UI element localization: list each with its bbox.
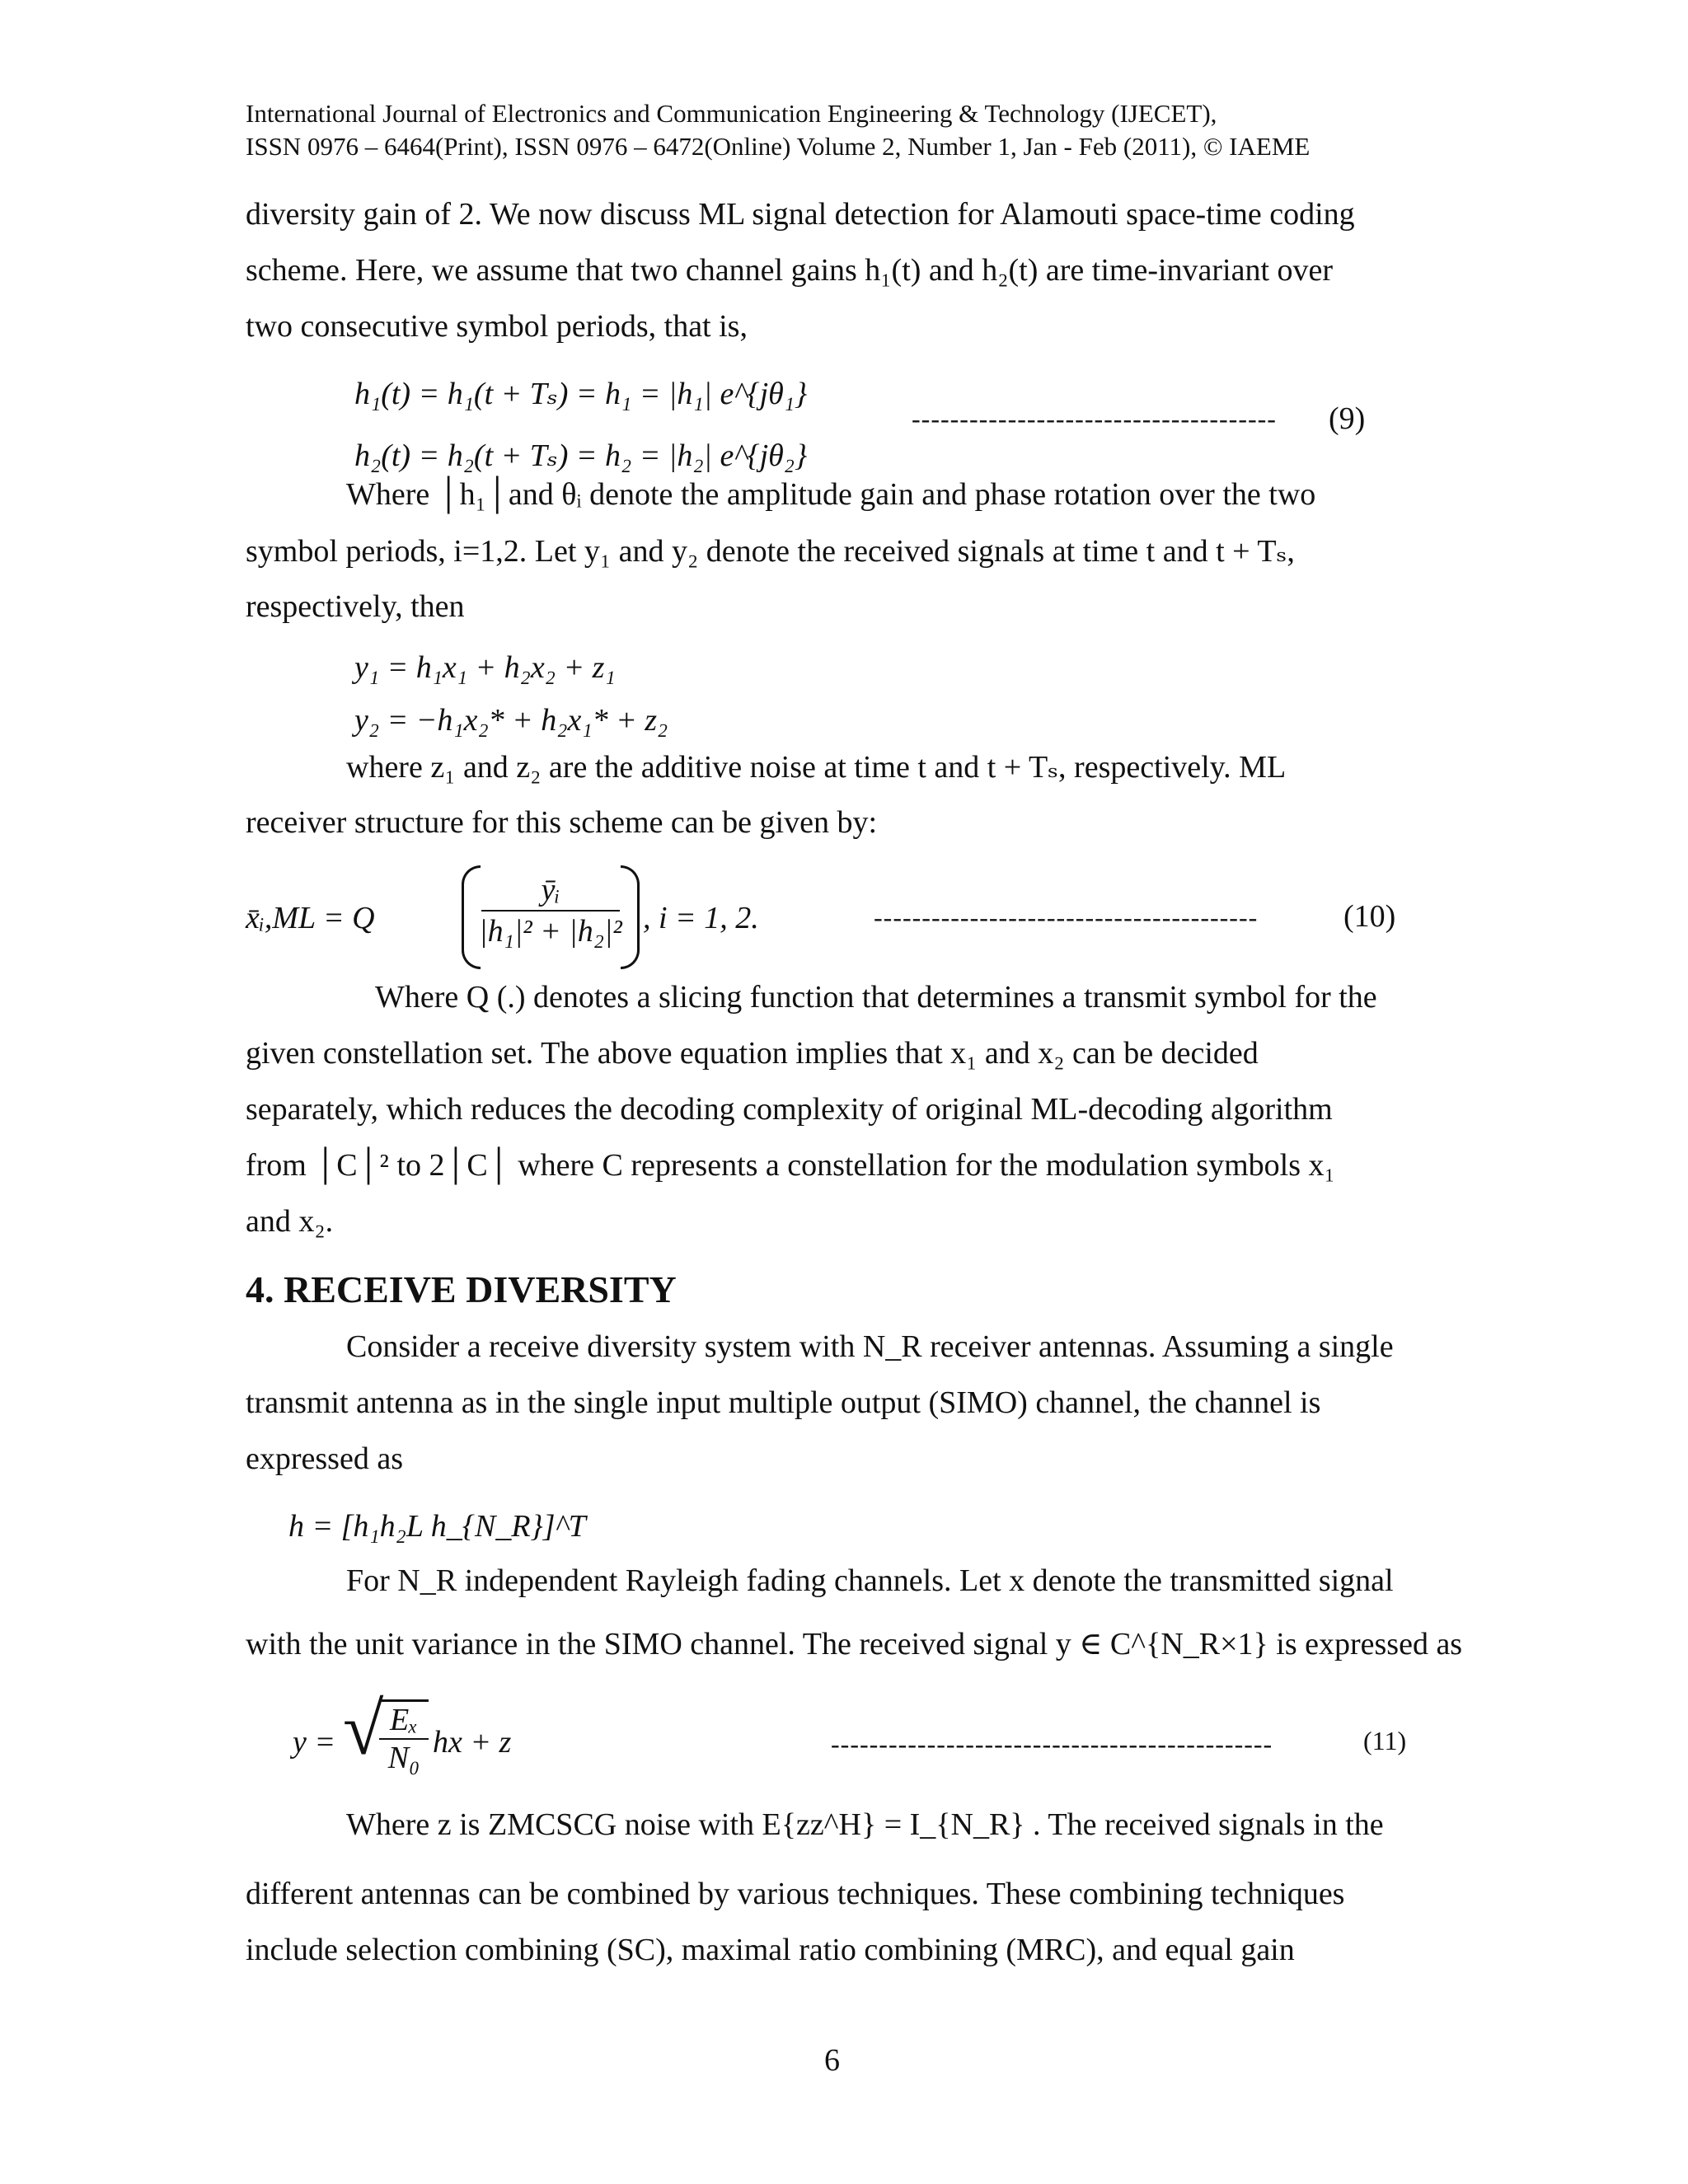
eq-y2: y₂ = −h₁x₂* + h₂x₁* + z₂ (354, 703, 668, 738)
para5-line1: Consider a receive diversity system with N_R receiver antennas. Assuming a single (346, 1329, 1394, 1364)
para4-line1: Where Q (.) denotes a slicing function that determines a transmit symbol for the (375, 980, 1377, 1015)
para7-line1: Where z is ZMCSCG noise with E{zz^H} = I_{N_R} . The received signals in the (346, 1807, 1384, 1842)
para6-line2: with the unit variance in the SIMO channel. The received signal y ∈ C^{N_R×1} is expressed as (246, 1627, 1463, 1661)
section-heading: 4. RECEIVE DIVERSITY (246, 1268, 677, 1310)
eq-h: h = [h₁h₂L h_{N_R}]^T (288, 1509, 586, 1544)
eq9-row2: h₂(t) = h₂(t + Tₛ) = h₂ = |h₂| e^{jθ₂} (354, 438, 808, 473)
eq9-row1: h₁(t) = h₁(t + Tₛ) = h₁ = |h₁| e^{jθ₁} (354, 377, 808, 411)
eq11-numerator: Eₓ (389, 1703, 418, 1737)
para5-line2: transmit antenna as in the single input multiple output (SIMO) channel, the channel is (246, 1385, 1321, 1420)
para6-line1: For N_R independent Rayleigh fading channels. Let x denote the transmitted signal (346, 1563, 1394, 1598)
para4-line5: and x₂. (246, 1204, 334, 1239)
para7-line3: include selection combining (SC), maximal ratio combining (MRC), and equal gain (246, 1933, 1295, 1967)
para1-line3: two consecutive symbol periods, that is, (246, 309, 748, 344)
eq11-sqrt (343, 1689, 429, 1776)
para3-line2: receiver structure for this scheme can be given by: (246, 805, 878, 840)
eq10-dashes: ---------------------------------------- (874, 902, 1259, 932)
eq10-tail: , i = 1, 2. (643, 901, 759, 935)
page-number: 6 (824, 2043, 840, 2078)
para4-line2: given constellation set. The above equation implies that x₁ and x₂ can be decided (246, 1036, 1259, 1071)
eq10-right-paren (621, 865, 640, 969)
para1-line1: diversity gain of 2. We now discuss ML signal detection for Alamouti space-time coding (246, 197, 1355, 232)
para2-line3: respectively, then (246, 589, 465, 624)
eq9-number: (9) (1329, 401, 1366, 436)
eq10-denominator: |h₁|² + |h₂|² (479, 914, 622, 949)
eq11-denominator: N₀ (387, 1741, 420, 1775)
eq11-dashes: ---------------------------------------------- (831, 1729, 1273, 1759)
header-line-1: International Journal of Electronics and Communication Engineering & Technology (IJECET), (246, 99, 1217, 128)
eq9-dashes: -------------------------------------- (912, 404, 1277, 434)
journal-header (246, 97, 1310, 163)
eq10-fraction-bar (481, 910, 620, 912)
eq10-number: (10) (1343, 899, 1396, 934)
header-line-2: ISSN 0976 – 6464(Print), ISSN 0976 – 6472(Online) Volume 2, Number 1, Jan - Feb (2011), © IAEME (246, 132, 1311, 161)
eq10-numerator: ȳᵢ (541, 873, 560, 907)
eq-y1: y₁ = h₁x₁ + h₂x₂ + z₁ (354, 650, 616, 685)
eq11-lhs: y = (293, 1725, 336, 1760)
para2-line1: Where │h₁│and θᵢ denote the amplitude gain and phase rotation over the two (346, 477, 1316, 512)
para1-line2: scheme. Here, we assume that two channel gains h₁(t) and h₂(t) are time-invariant over (246, 253, 1334, 288)
eq10-fraction (468, 865, 633, 949)
para3-line1: where z₁ and z₂ are the additive noise at time t and t + Tₛ, respectively. ML (346, 750, 1287, 785)
eq11-number: (11) (1363, 1726, 1407, 1755)
eq11-rest: hx + z (433, 1725, 512, 1760)
para7-line2: different antennas can be combined by various techniques. These combining techniques (246, 1877, 1345, 1911)
para2-line2: symbol periods, i=1,2. Let y₁ and y₂ denote the received signals at time t and t + Tₛ, (246, 534, 1295, 569)
eq11-radical-sign: √ (343, 1689, 384, 1770)
eq11-radicand (379, 1699, 429, 1776)
para5-line3: expressed as (246, 1441, 403, 1476)
eq10-left-paren (462, 865, 481, 969)
para4-line3: separately, which reduces the decoding complexity of original ML-decoding algorithm (246, 1092, 1333, 1127)
eq10-lhs: x̄ᵢ,ML = Q (246, 901, 375, 935)
para4-line4: from │C│² to 2│C│ where C represents a constellation for the modulation symbols x₁ (246, 1148, 1335, 1183)
